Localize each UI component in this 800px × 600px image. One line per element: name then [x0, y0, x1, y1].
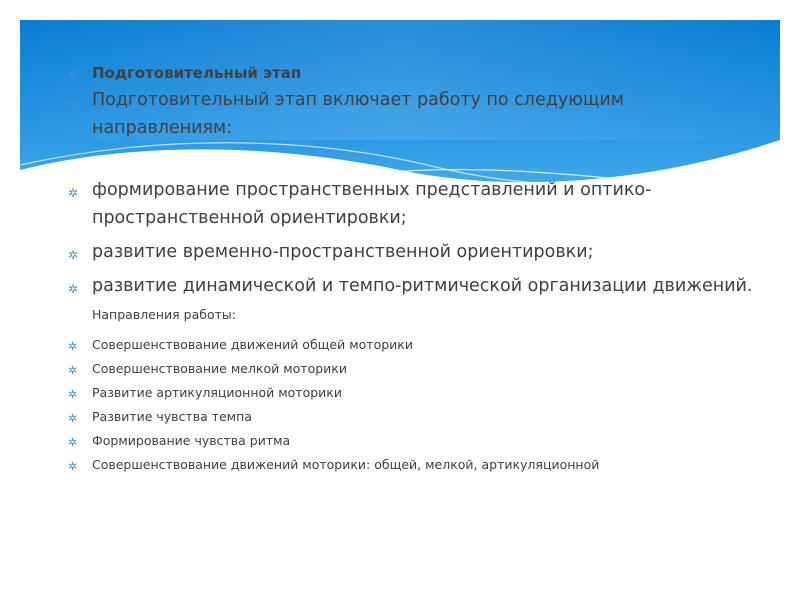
star-icon: ✲: [68, 460, 78, 473]
slide-heading: [68, 60, 758, 86]
star-icon: ✲: [68, 248, 79, 262]
work-item: [68, 357, 758, 381]
star-icon: ✲: [68, 68, 79, 82]
direction-text: развитие временно-пространственной ориентировки;: [92, 242, 594, 262]
star-icon: ✲: [68, 340, 78, 353]
heading-text: Подготовительный этап: [92, 64, 302, 82]
star-icon: ✲: [68, 186, 79, 200]
directions-list: [68, 176, 758, 329]
work-item: [68, 333, 758, 357]
direction-item: [68, 272, 758, 329]
star-icon: ✲: [68, 436, 78, 449]
work-item-text: Совершенствование мелкой моторики: [92, 361, 347, 376]
work-item: [68, 381, 758, 405]
work-item: [68, 429, 758, 453]
spacer: [68, 142, 758, 170]
work-directions-label: Направления работы:: [92, 307, 236, 322]
work-item-text: Развитие чувства темпа: [92, 409, 252, 424]
direction-text: формирование пространственных представлений и оптико-пространственной ориентировки;: [92, 180, 652, 228]
intro-text: Подготовительный этап включает работу по следующим направлениям:: [92, 90, 624, 138]
star-icon: ✲: [68, 388, 78, 401]
main-bullet-list: [68, 60, 758, 142]
slide-content: [68, 60, 758, 477]
direction-item: [68, 176, 758, 232]
work-item-text: Развитие артикуляционной моторики: [92, 385, 342, 400]
work-item: [68, 405, 758, 429]
star-icon: ✲: [68, 96, 79, 110]
star-icon: ✲: [68, 412, 78, 425]
direction-text: развитие динамической и темпо-ритмической организации движений.: [92, 276, 753, 296]
direction-item: [68, 238, 758, 266]
work-item: [68, 453, 758, 477]
work-item-text: Совершенствование движений моторики: общей, мелкой, артикуляционной: [92, 457, 600, 472]
work-item-text: Совершенствование движений общей моторики: [92, 337, 413, 352]
intro-item: [68, 86, 758, 142]
star-icon: ✲: [68, 364, 78, 377]
work-items-list: [68, 333, 758, 477]
star-icon: ✲: [68, 282, 79, 296]
work-item-text: Формирование чувства ритма: [92, 433, 291, 448]
